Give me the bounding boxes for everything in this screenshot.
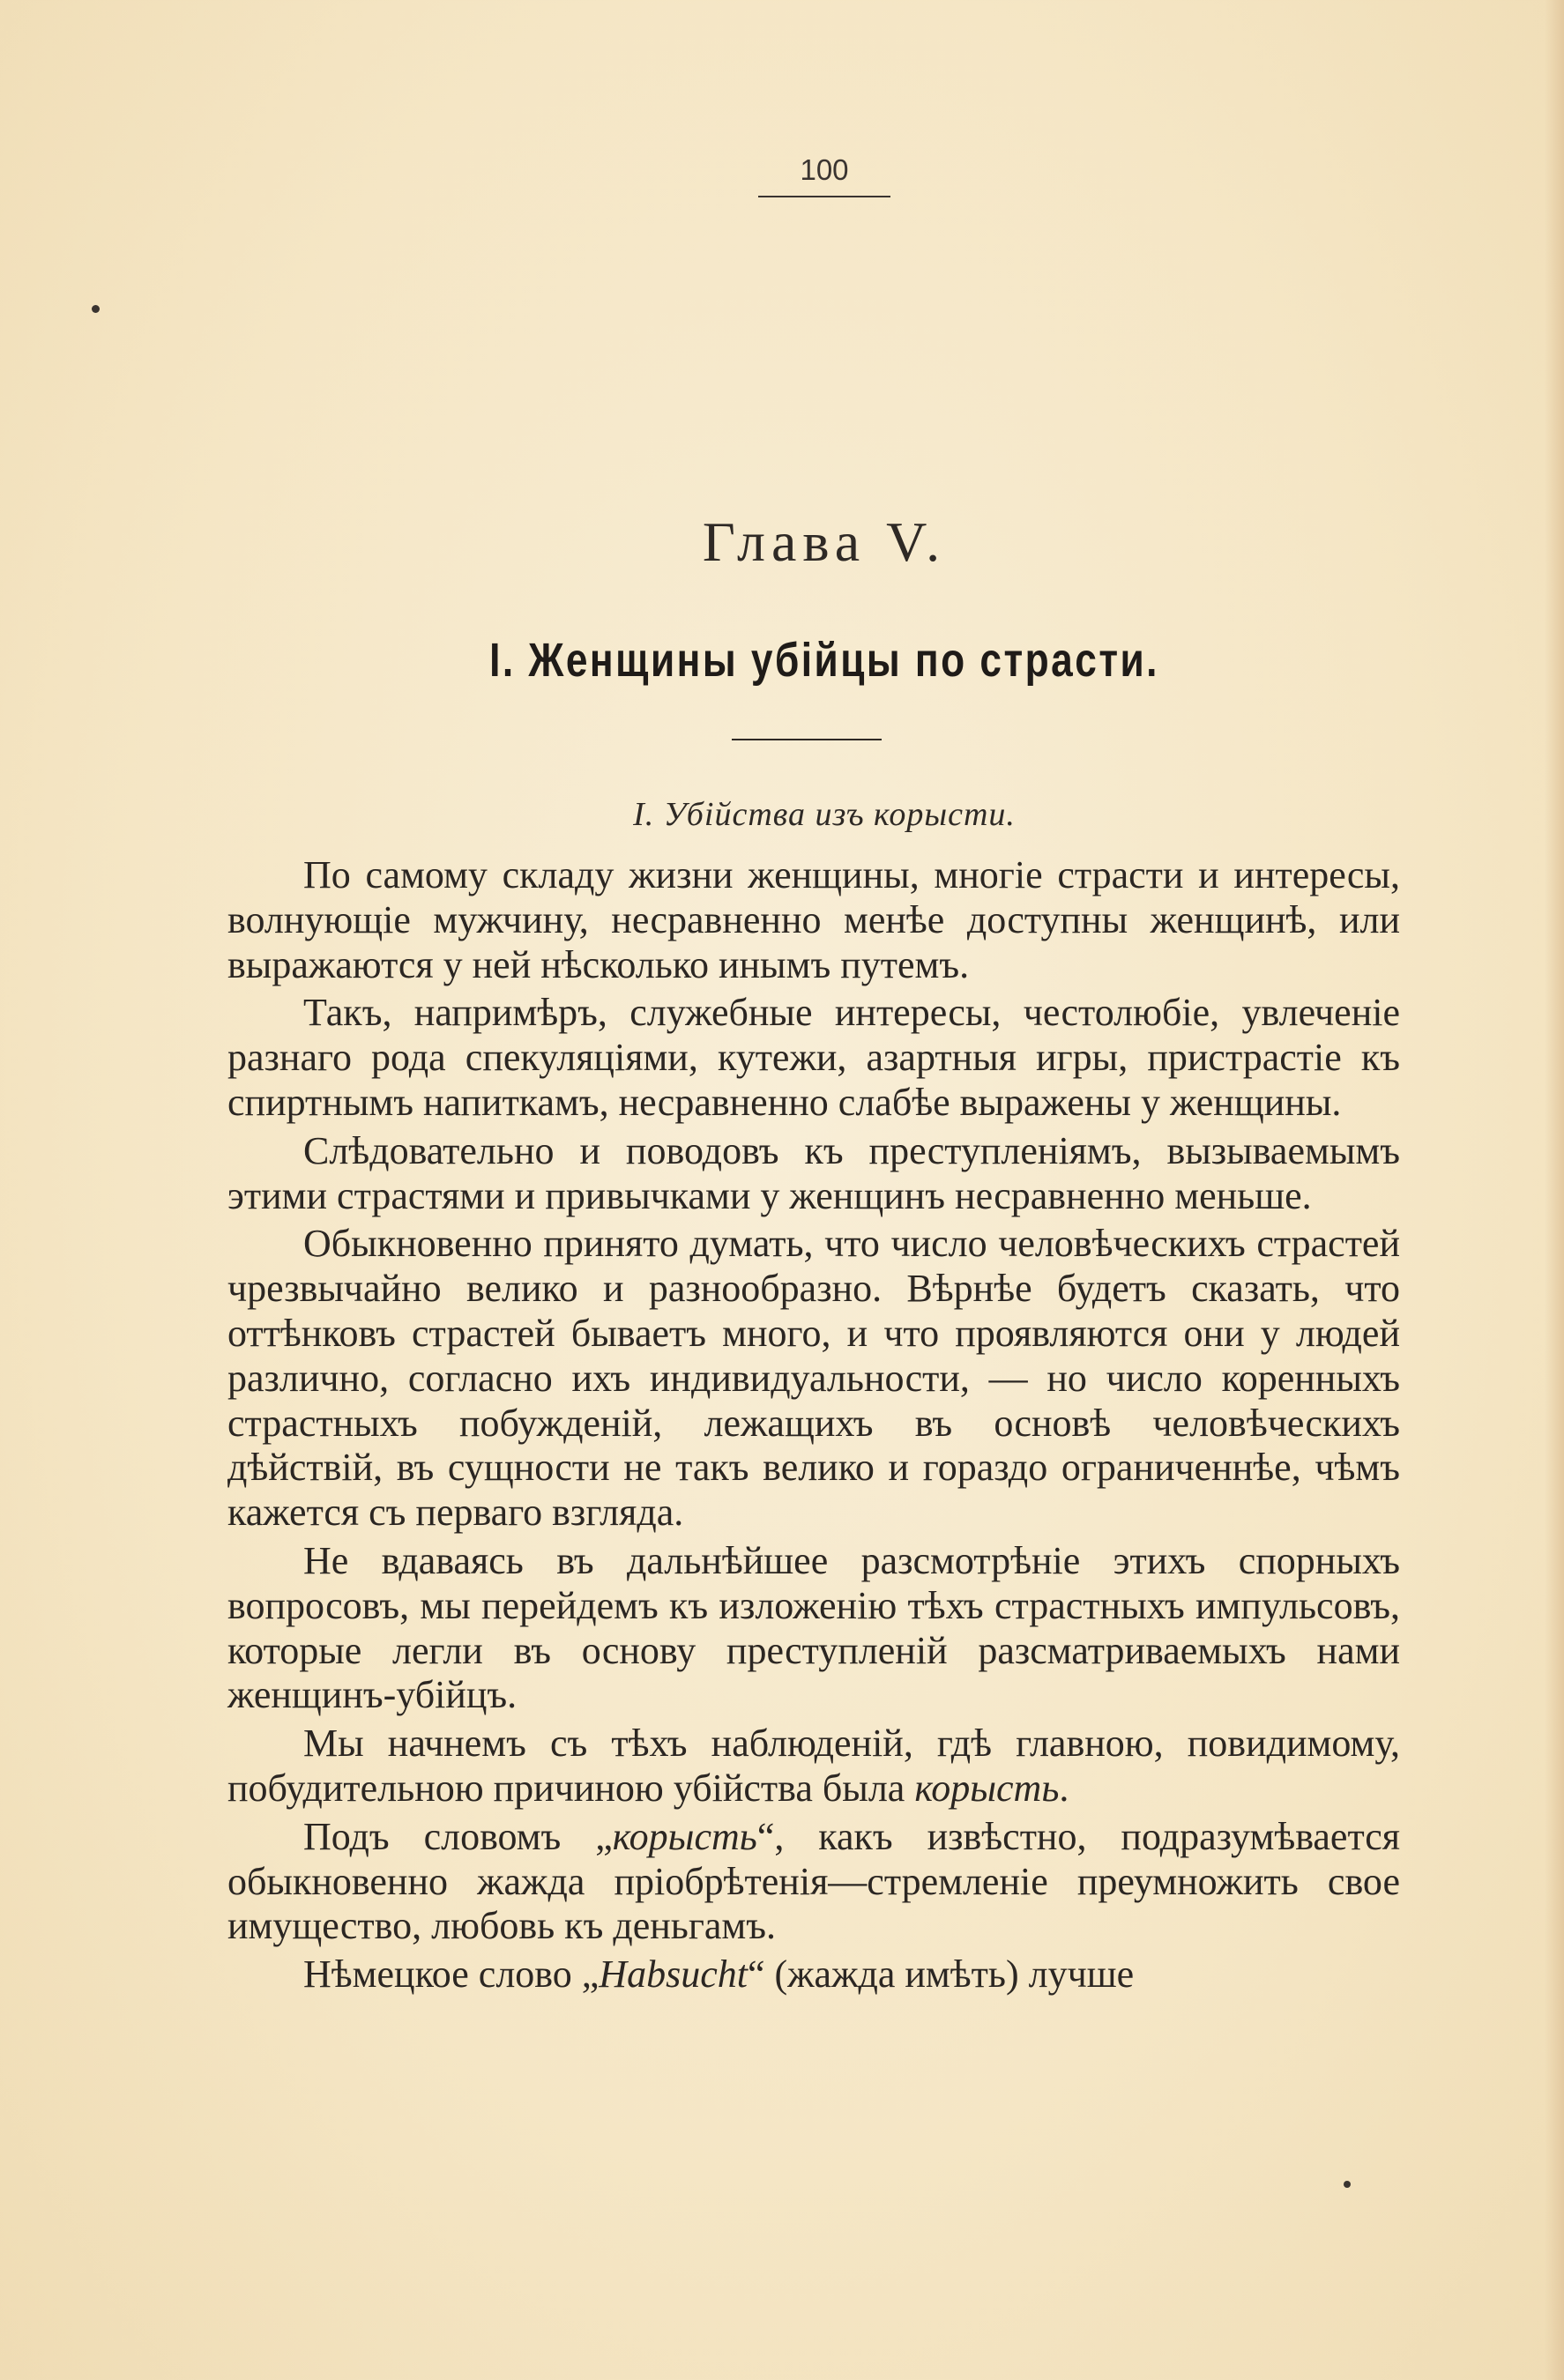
paragraph: Такъ, напримѣръ, служебные интересы, честолюбiе, увлеченiе разнаго рода спекуляцiями, кутежи, азартныя игры, пристрастiе къ спиртнымъ напиткамъ, несравненно слабѣе выражены у женщины. — [227, 991, 1400, 1124]
page-edge-shadow — [1545, 0, 1564, 2380]
emphasis-text: корысть — [612, 1814, 757, 1858]
subsection-title: I. Убiйства изъ корысти. — [633, 796, 1016, 833]
text-run: Нѣмецкое слово „ — [303, 1952, 600, 1997]
paragraph: Слѣдовательно и поводовъ къ преступленiямъ, вызываемымъ этими страстями и привычками у женщинъ несравненно меньше. — [227, 1128, 1400, 1217]
text-run: Подъ словомъ „ — [303, 1814, 613, 1858]
paragraph: Обыкновенно принято думать, что число человѣческихъ страстей чрезвычайно велико и разнообразно. Вѣрнѣе будетъ сказать, что оттѣнковъ страстей бываетъ много, и что проявляются они у людей различно, согласно ихъ индивидуальности, — но число коренныхъ страстныхъ побужденiй, лежащихъ въ основѣ человѣческихъ дѣйствiй, въ сущности не такъ велико и гораздо ограниченнѣе, чѣмъ кажется съ перваго взгляда. — [227, 1222, 1400, 1535]
paragraph — [227, 1722, 1400, 1811]
text-run: “ (жажда имѣть) лучше — [747, 1952, 1135, 1997]
paragraph: Не вдаваясь въ дальнѣйшее разсмотрѣнiе этихъ спорныхъ вопросовъ, мы перейдемъ къ изложенiю тѣхъ страстныхъ импульсовъ, которые легли въ основу преступленiй разсматриваемыхъ нами женщинъ-убiйцъ. — [227, 1538, 1400, 1717]
text-run: Мы начнемъ съ тѣхъ наблюденiй, гдѣ главною, повидимому, побудительною причиною убiйства была — [227, 1722, 1400, 1810]
page-number: 100 — [800, 153, 849, 186]
section-title: I. Женщины убiйцы по страсти. — [489, 634, 1159, 687]
paragraph: По самому складу жизни женщины, многiе страсти и интересы, волнующiе мужчину, несравненно менѣе доступны женщинѣ, или выражаются у ней нѣсколько инымъ путемъ. — [227, 853, 1400, 986]
paragraph — [227, 1815, 1400, 1949]
text-run: . — [1059, 1766, 1069, 1810]
emphasis-text: Habsucht — [599, 1952, 748, 1997]
chapter-heading: Глава V. — [702, 510, 947, 573]
emphasis-text: корысть — [914, 1766, 1060, 1810]
body-text — [227, 853, 1400, 2001]
paragraph — [227, 1952, 1400, 1997]
text-run: “, какъ извѣстно, подразумѣвается обыкновенно жажда прiобрѣтенiя—стремленiе преумножить свое имущество, любовь къ деньгамъ. — [227, 1814, 1400, 1948]
page-number-underline — [758, 196, 890, 197]
section-divider — [732, 739, 882, 740]
ink-speck — [92, 305, 100, 313]
ink-speck — [1344, 2181, 1351, 2188]
